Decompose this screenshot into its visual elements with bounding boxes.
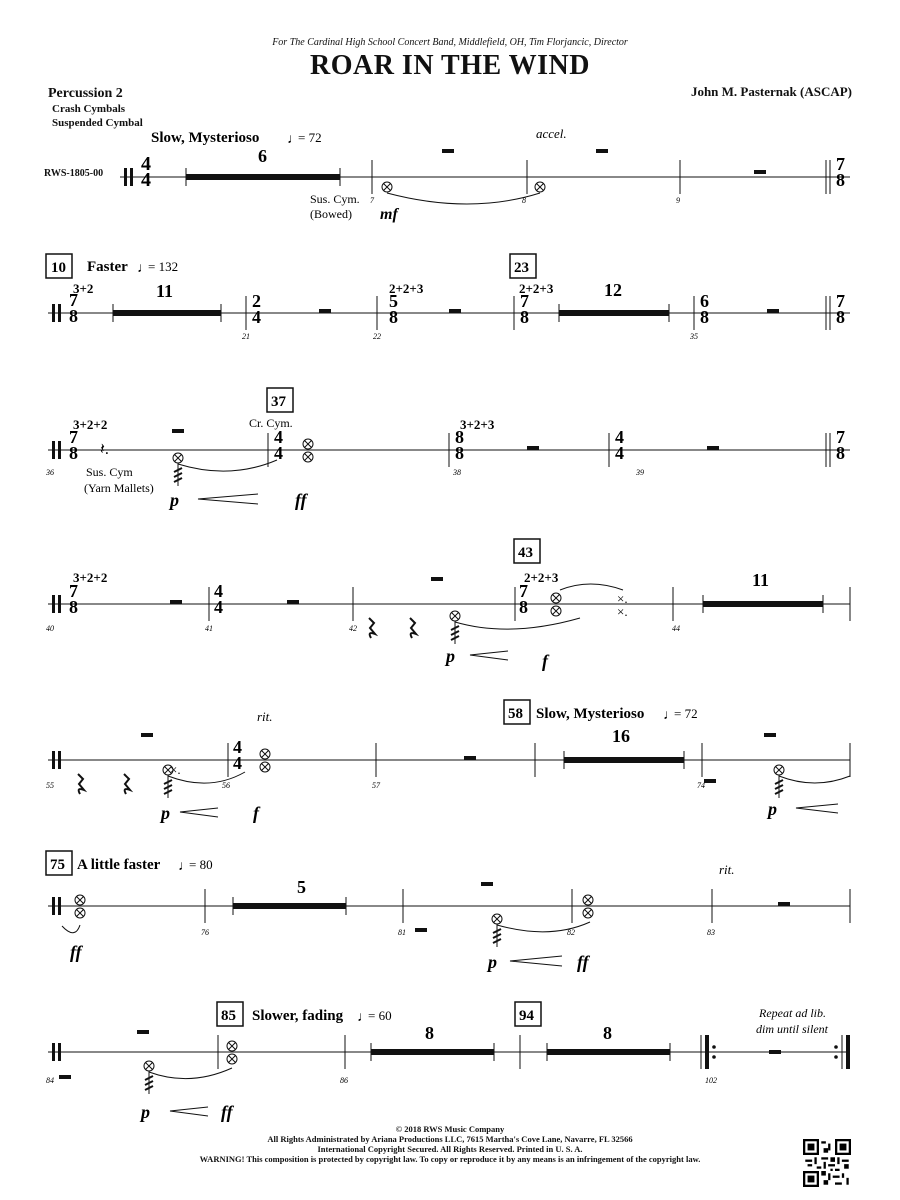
part-name: Percussion 2 [48,86,123,101]
piece-title: ROAR IN THE WIND [309,50,590,81]
time-sig: 8 8 [455,427,464,463]
measure-number: 36 [46,468,54,477]
dynamic: ff [577,952,589,972]
technique-label: Cr. Cym. [249,416,293,430]
crescendo-hairpin [470,651,508,660]
dynamic: f [542,651,548,671]
time-sig: 7 8 [69,290,78,326]
rehearsal-mark: 10 [51,260,66,276]
time-sig: 7 8 [520,291,529,327]
dynamic: p [768,799,777,819]
system-2 [46,254,850,341]
accel-marking: accel. [536,126,567,141]
dynamic: p [446,646,455,666]
tempo-bpm: ♩ [137,261,151,276]
rehearsal-mark: 85 [221,1008,236,1024]
rehearsal-mark: 75 [50,857,65,873]
system-4 [46,539,850,671]
copyright-line: WARNING! This composition is protected by copyright law. To copy or reproduce it by any means is an infringement of the copyright law. [199,1154,701,1164]
dynamic: ff [221,1102,233,1122]
time-sig: 5 8 [389,291,398,327]
tempo-marking: Slow, Mysterioso [536,706,645,722]
time-sig: 7 8 [69,581,78,617]
crescendo-hairpin [180,808,218,817]
crescendo-hairpin [198,494,258,504]
measure-number: 76 [201,928,209,937]
dotted-rest: 𝄽. [100,441,109,458]
rest-count: 8 [425,1023,434,1043]
measure-number: 44 [672,624,680,633]
rest-count: 16 [612,726,630,746]
tempo-bpm: = 132 [148,259,179,274]
technique-label: Sus. Cym [86,465,133,479]
tempo-marking: Slower, fading [252,1008,344,1024]
measure-number: 42 [349,624,357,633]
rest-count: 11 [156,281,174,301]
meter-grouping: 3+2+2 [73,417,108,432]
rest-count: 12 [604,280,622,300]
measure-number: 40 [46,624,54,633]
measure-number: 102 [705,1076,717,1085]
copyright-line: All Rights Administrated by Ariana Productions LLC, 7615 Martha's Cove Lane, Navarre, FL 32566 [267,1134,633,1144]
system-6 [46,851,850,972]
tempo-bpm: ♩ [287,132,301,147]
measure-number: 22 [373,332,381,341]
time-sig: 4 4 [214,581,223,617]
measure-number: 8 [522,196,526,205]
measure-number: 57 [372,781,380,790]
rehearsal-mark: 58 [508,706,523,722]
rehearsal-mark: 37 [271,394,286,410]
time-sig: 7 8 [836,427,845,463]
dynamic: p [170,490,179,510]
rest-count: 8 [603,1023,612,1043]
tempo-bpm: = 60 [368,1008,392,1023]
meter-grouping: 2+2+3 [524,570,559,585]
note: ×. [617,591,628,606]
dynamic: mf [380,206,398,223]
measure-number: 41 [205,624,213,633]
rit-marking: rit. [257,709,273,724]
crescendo-hairpin [796,804,838,813]
rehearsal-mark: 43 [518,545,533,561]
tempo-bpm: ♩ [178,859,192,874]
time-sig: 4 4 [141,153,151,191]
meter-grouping: 2+2+3 [519,281,554,296]
time-sig: 4 4 [233,737,242,773]
measure-number: 7 [370,196,374,205]
dynamic: p [488,952,497,972]
tempo-bpm: = 80 [189,857,213,872]
catalog-number: RWS-1805-00 [44,168,104,179]
measure-number: 74 [697,781,705,790]
system-1 [120,126,850,223]
rest-count: 6 [258,146,267,166]
system-5 [46,700,850,823]
time-sig: 7 8 [836,154,845,190]
time-sig: 2 4 [252,291,261,327]
measure-number: 81 [398,928,406,937]
time-sig: 4 4 [274,427,283,463]
tempo-bpm: ♩ [663,708,677,723]
measure-number: 21 [242,332,250,341]
rest-count: 11 [752,570,770,590]
meter-grouping: 3+2+2 [73,570,108,585]
dynamic: f [253,803,259,823]
technique-label: (Bowed) [310,207,352,221]
crescendo-hairpin [510,956,562,966]
measure-number: 56 [222,781,230,790]
dedication: For The Cardinal High School Concert Band, Middlefield, OH, Tim Florjancic, Director [272,37,628,48]
note: ×. [617,604,628,619]
rehearsal-mark: 23 [514,260,529,276]
dynamic: p [161,803,170,823]
meter-grouping: 3+2 [73,281,94,296]
time-sig: 4 4 [615,427,624,463]
dynamic: ff [295,490,307,510]
tempo-bpm: ♩ [357,1010,371,1025]
copyright-line: © 2018 RWS Music Company [395,1124,505,1134]
system-7 [46,1002,850,1122]
measure-number: 86 [340,1076,348,1085]
system-3 [45,388,850,510]
meter-grouping: 2+2+3 [389,281,424,296]
dynamic: ff [70,942,82,962]
time-sig: 7 8 [69,427,78,463]
measure-number: 9 [676,196,680,205]
tempo-marking: Slow, Mysterioso [151,130,260,146]
tempo-bpm: = 72 [298,130,322,145]
time-sig: 7 8 [519,581,528,617]
dynamic: p [141,1102,150,1122]
tempo-marking: Faster [87,259,128,275]
tempo-marking: A little faster [77,857,161,873]
composer: John M. Pasternak (ASCAP) [690,84,852,99]
measure-number: 84 [46,1076,54,1085]
measure-number: 82 [567,928,575,937]
time-sig: 7 8 [836,291,845,327]
rest-count: 5 [297,877,306,897]
copyright-line: International Copyright Secured. All Rights Reserved. Printed in U. S. A. [317,1144,583,1154]
time-sig: 6 8 [700,291,709,327]
technique-label: Sus. Cym. [310,192,360,206]
instrument-suspended: Suspended Cymbal [52,117,143,129]
crescendo-hairpin [170,1107,208,1116]
meter-grouping: 3+2+3 [460,417,495,432]
instrument-crash: Crash Cymbals [52,103,126,115]
note: ×. [170,762,181,777]
qr-code-icon [803,1139,851,1187]
measure-number: 55 [46,781,54,790]
technique-label: (Yarn Mallets) [84,481,154,495]
measure-number: 83 [707,928,715,937]
measure-number: 35 [690,332,698,341]
measure-number: 39 [636,468,644,477]
repeat-instruction: Repeat ad lib. [759,1006,826,1020]
repeat-instruction: dim until silent [756,1022,828,1036]
tempo-bpm: = 72 [674,706,698,721]
measure-number: 38 [453,468,461,477]
rehearsal-mark: 94 [519,1008,534,1024]
rit-marking: rit. [719,862,735,877]
